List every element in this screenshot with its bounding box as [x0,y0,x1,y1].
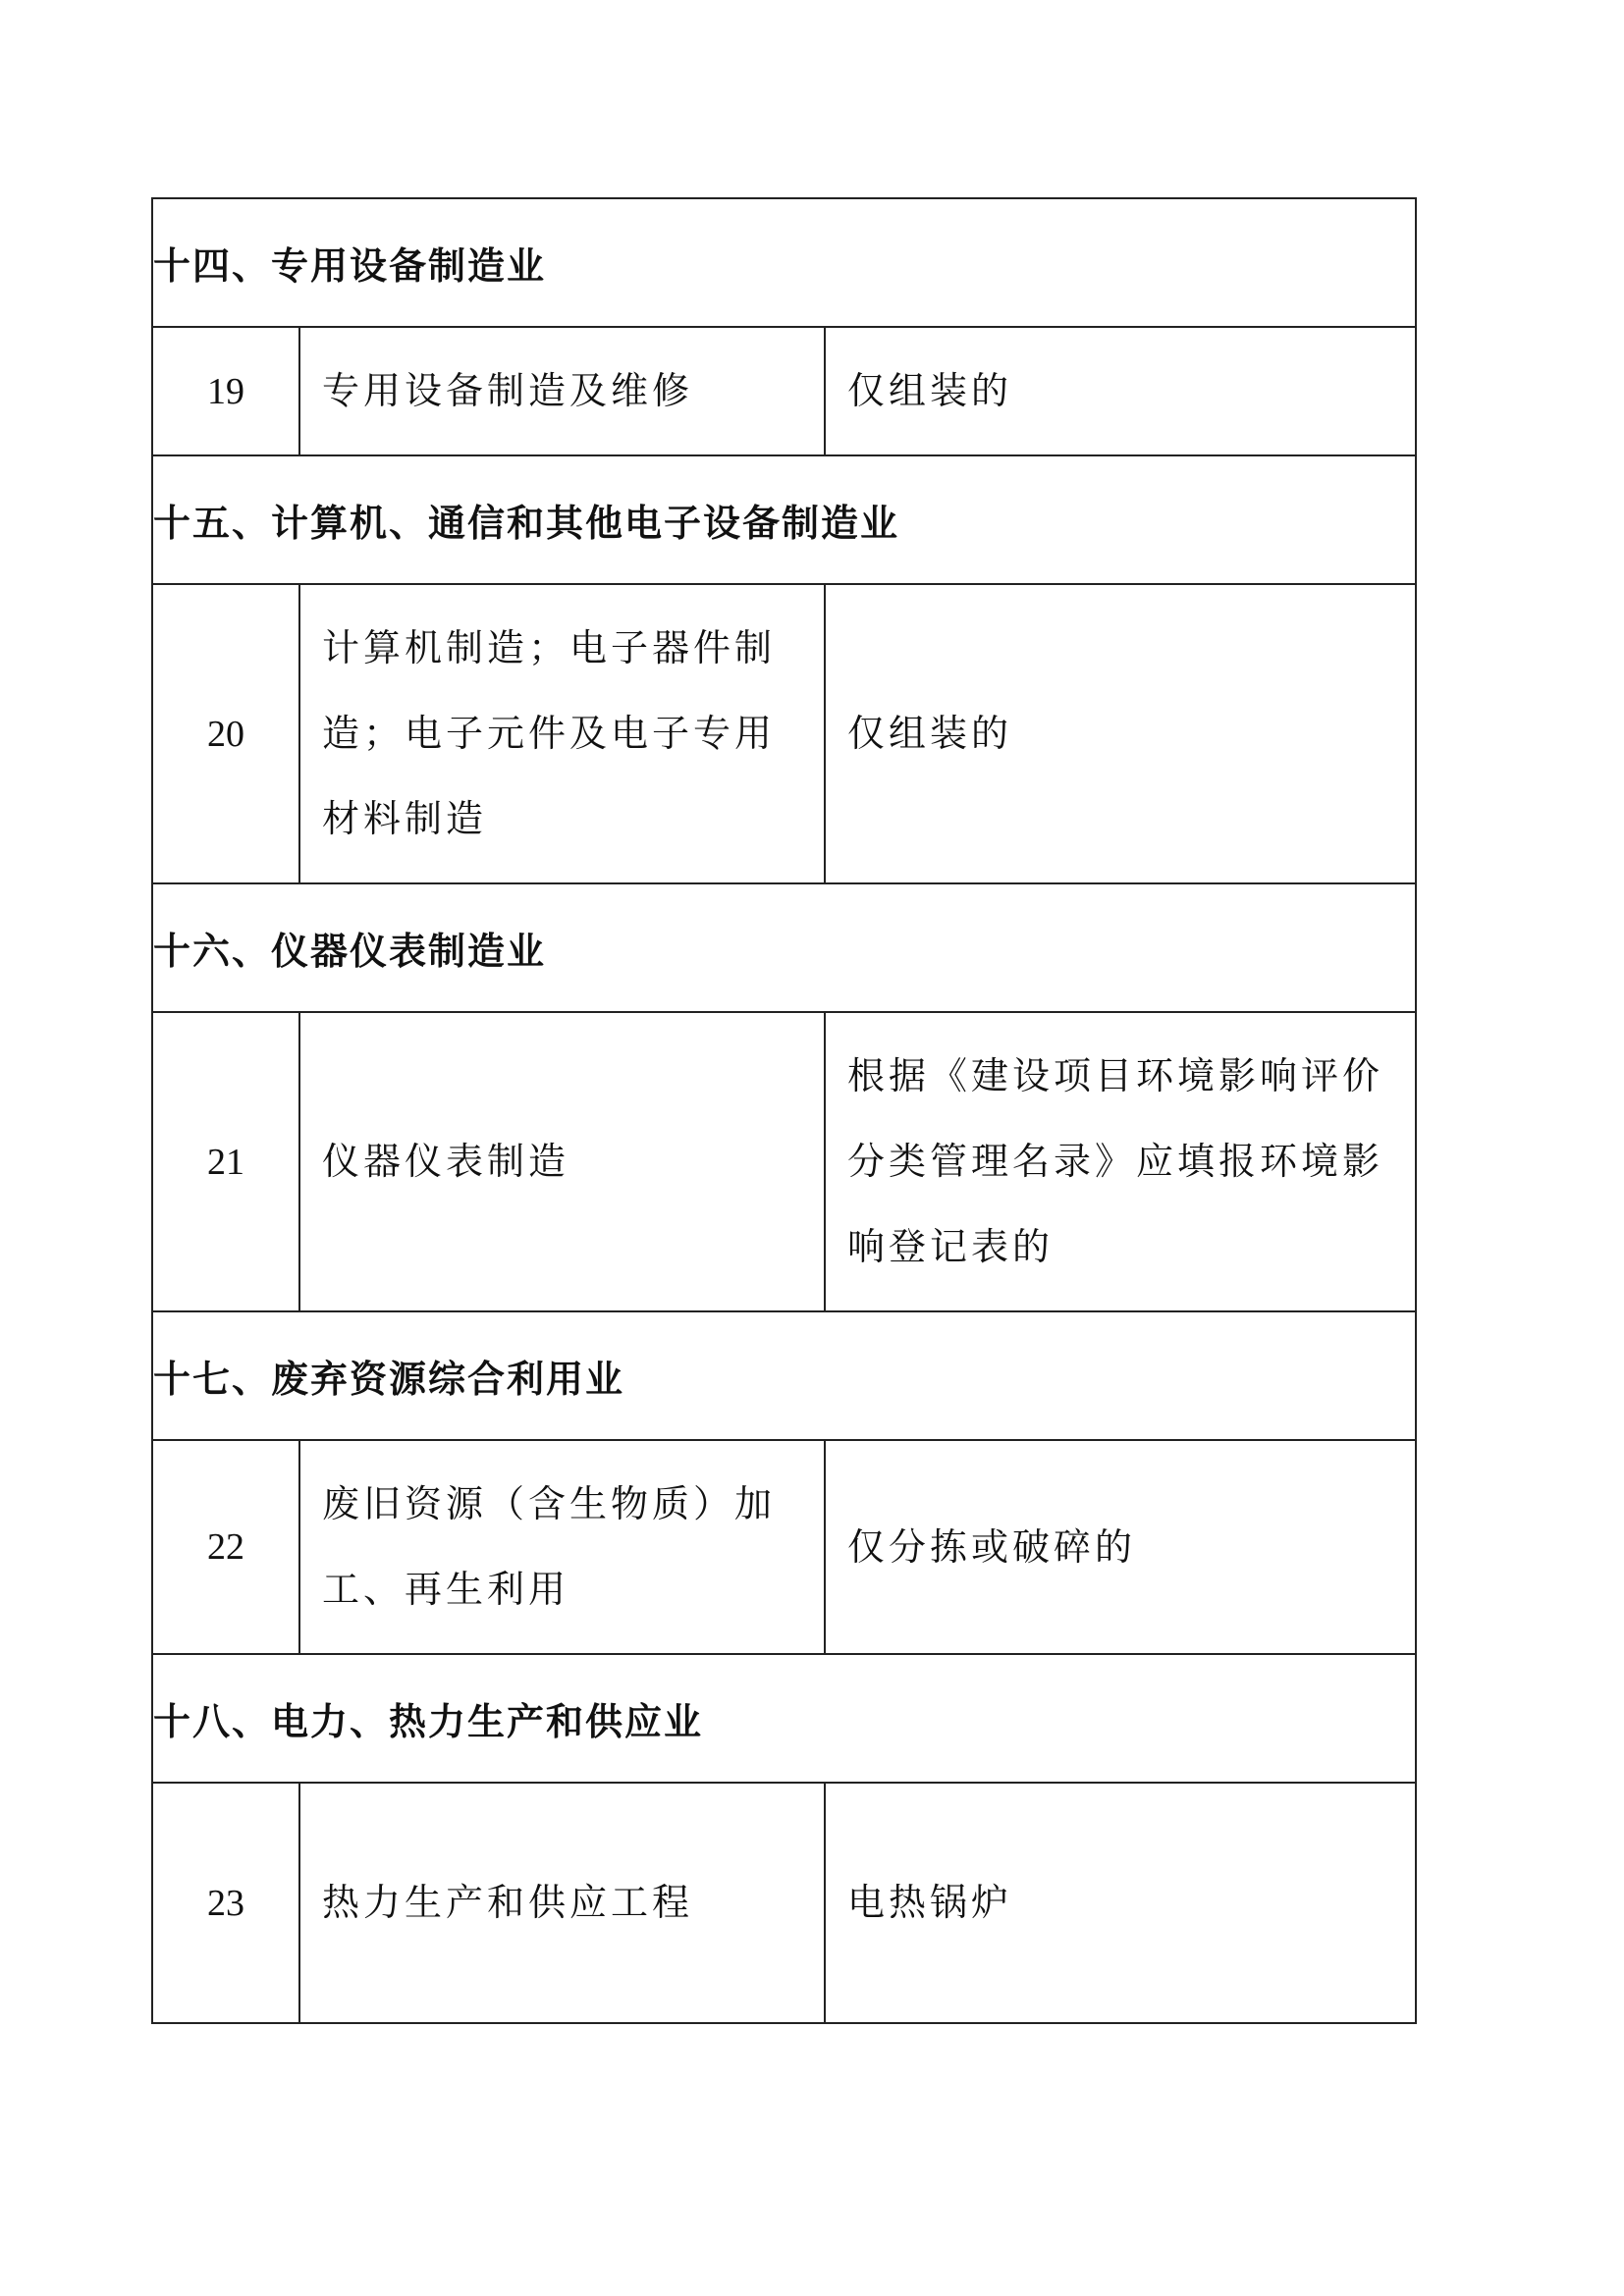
item-name: 热力生产和供应工程 [299,1783,825,2023]
item-condition: 仅组装的 [825,584,1416,883]
item-name: 废旧资源（含生物质）加工、再生利用 [299,1440,825,1654]
section-title: 十七、废弃资源综合利用业 [152,1311,1416,1440]
item-condition: 根据《建设项目环境影响评价分类管理名录》应填报环境影响登记表的 [825,1012,1416,1311]
item-name: 计算机制造；电子器件制造；电子元件及电子专用材料制造 [299,584,825,883]
item-condition: 仅组装的 [825,327,1416,455]
table-row [152,584,1416,883]
section-title: 十五、计算机、通信和其他电子设备制造业 [152,455,1416,584]
item-number: 23 [152,1783,299,2023]
item-name: 仪器仪表制造 [299,1012,825,1311]
table-row [152,1783,1416,2023]
section-header-row [152,883,1416,1012]
section-header-row [152,1654,1416,1783]
item-number: 19 [152,327,299,455]
table-row [152,1012,1416,1311]
section-header-row [152,455,1416,584]
industry-table [151,197,1417,2024]
section-header-row [152,198,1416,327]
item-number: 20 [152,584,299,883]
item-number: 22 [152,1440,299,1654]
item-condition: 仅分拣或破碎的 [825,1440,1416,1654]
section-header-row [152,1311,1416,1440]
table-row [152,1440,1416,1654]
item-condition: 电热锅炉 [825,1783,1416,2023]
section-title: 十四、专用设备制造业 [152,198,1416,327]
section-title: 十八、电力、热力生产和供应业 [152,1654,1416,1783]
item-name: 专用设备制造及维修 [299,327,825,455]
table-row [152,327,1416,455]
item-number: 21 [152,1012,299,1311]
section-title: 十六、仪器仪表制造业 [152,883,1416,1012]
